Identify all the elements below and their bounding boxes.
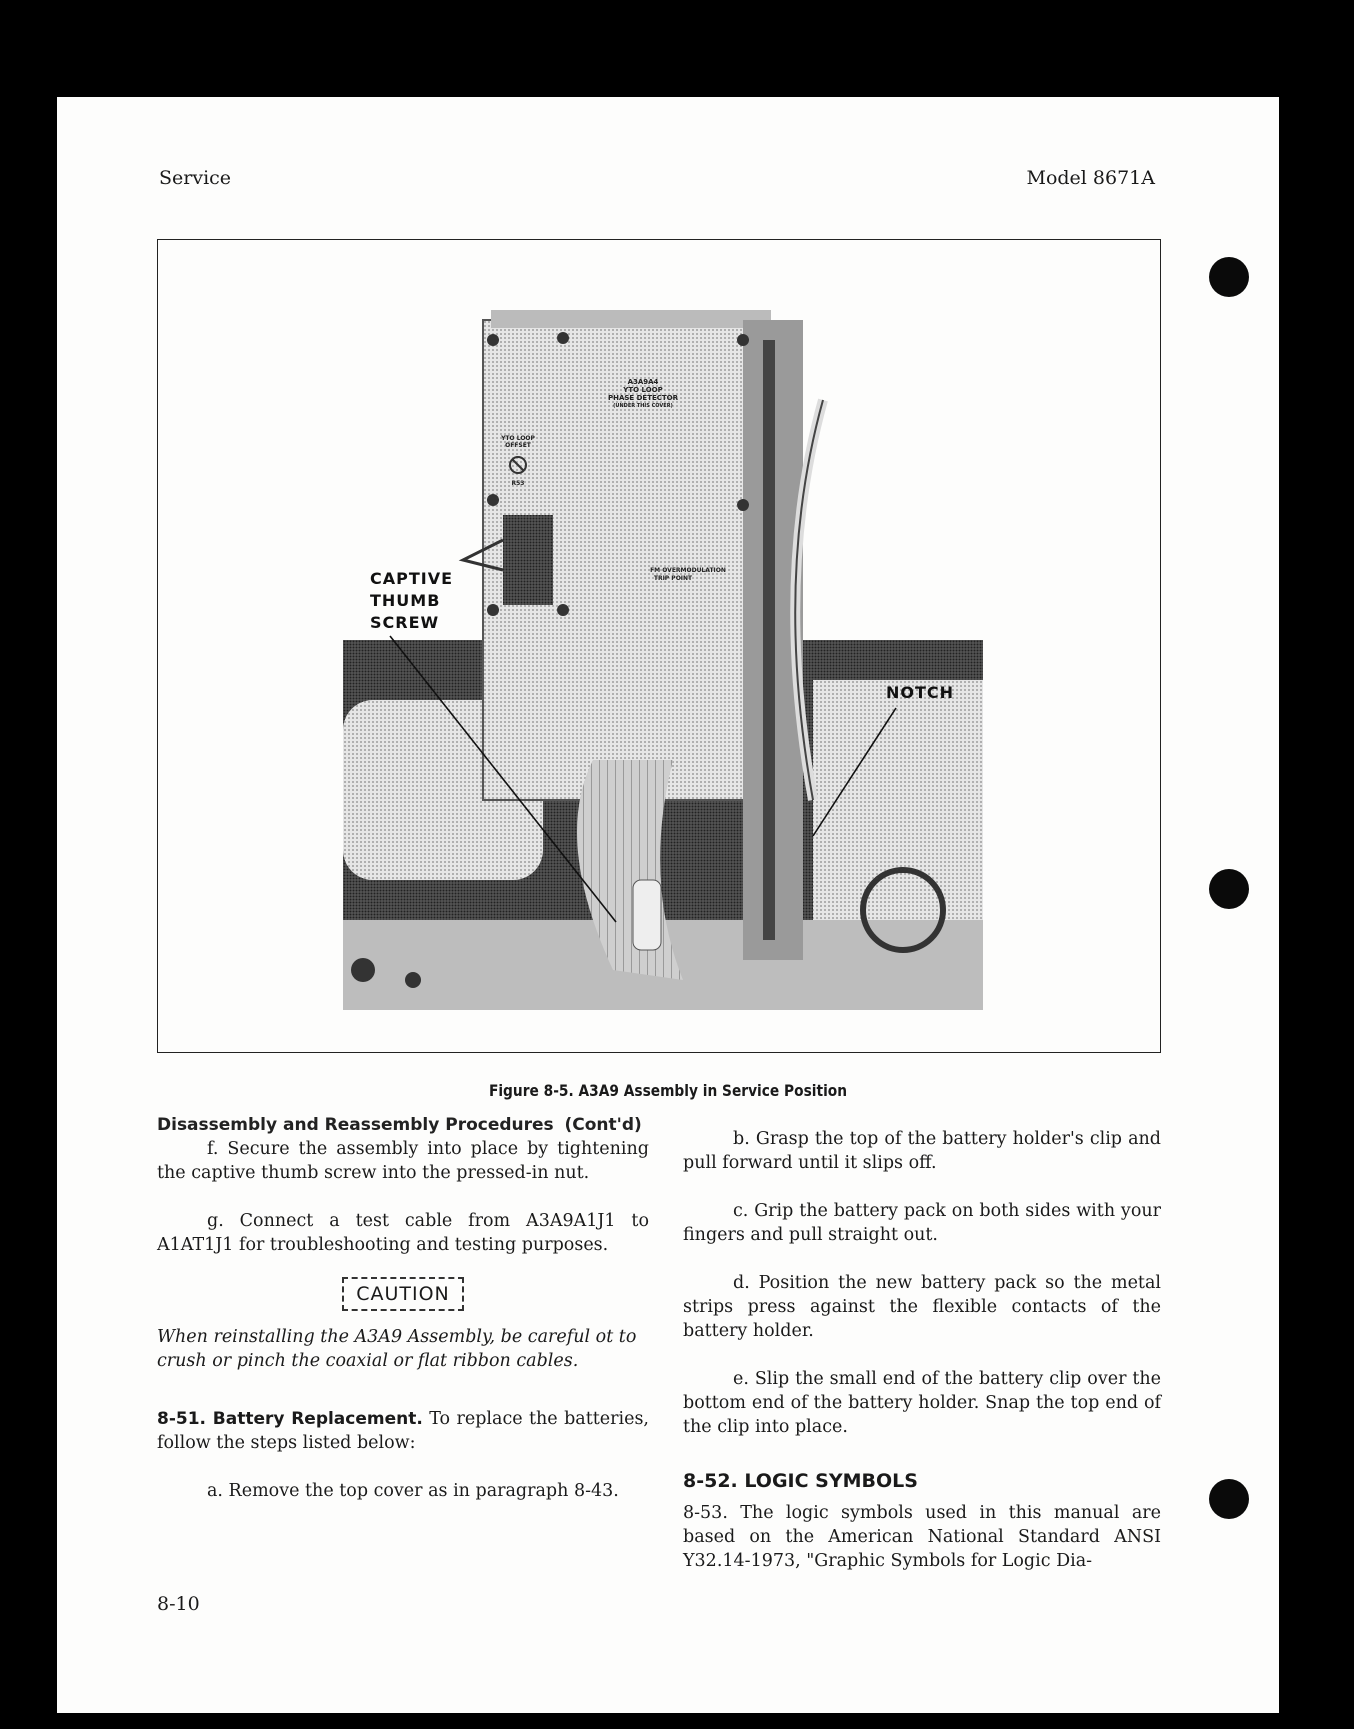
callout-captive-line3: SCREW	[370, 613, 440, 632]
header-model-label: Model 8671A	[1026, 167, 1155, 189]
panel-label-title2: YTO LOOP	[623, 386, 663, 394]
left-column	[157, 1113, 649, 1503]
right-column	[683, 1127, 1161, 1573]
caution-text: When reinstalling the A3A9 Assembly, be careful ot to crush or pinch the coaxial or flat ribbon cables.	[157, 1327, 637, 1371]
panel-label-r53: R53	[511, 480, 525, 487]
panel-label-title4: (UNDER THIS COVER)	[613, 403, 673, 409]
paragraph-8-51	[157, 1407, 649, 1455]
binder-hole-bottom	[1209, 1479, 1249, 1519]
callout-notch: NOTCH	[886, 683, 955, 702]
assembly-photo	[343, 280, 983, 1010]
paragraph-8-51-text: To replace the batteries, follow the steps listed below:	[157, 1409, 649, 1453]
panel-label-title3: PHASE DETECTOR	[607, 394, 679, 402]
figure-caption: Figure 8-5. A3A9 Assembly in Service Position	[488, 1081, 848, 1100]
step-c: c. Grip the battery pack on both sides with your fingers and pull straight out.	[683, 1201, 1161, 1245]
figure-frame	[157, 239, 1161, 1053]
section-heading-suffix: (Cont'd)	[564, 1115, 642, 1135]
page-number: 8-10	[157, 1593, 200, 1615]
panel-label-offset2: OFFSET	[505, 442, 531, 449]
callout-captive-thumb-screw	[370, 568, 453, 634]
section-heading	[157, 1113, 649, 1137]
binder-hole-top	[1209, 257, 1249, 297]
step-d: d. Position the new battery pack so the metal strips press against the flexible contacts of the battery holder.	[683, 1273, 1161, 1341]
step-g: g. Connect a test cable from A3A9A1J1 to A1AT1J1 for troubleshooting and testing purposes.	[157, 1211, 649, 1255]
step-a: a. Remove the top cover as in paragraph 8-43.	[207, 1481, 619, 1501]
paragraph-8-51-lead: 8-51. Battery Replacement.	[157, 1409, 423, 1429]
caution-box: CAUTION	[342, 1277, 464, 1311]
binder-hole-middle	[1209, 869, 1249, 909]
panel-label-fm2: TRIP POINT	[653, 575, 693, 582]
caution-box-wrap	[157, 1277, 649, 1311]
step-b: b. Grasp the top of the battery holder's clip and pull forward until it slips off.	[683, 1129, 1161, 1173]
panel-label-offset1: YTO LOOP	[501, 435, 535, 442]
header-section-label: Service	[159, 167, 232, 189]
manual-page	[57, 97, 1279, 1713]
step-e: e. Slip the small end of the battery clip over the bottom end of the battery holder. Snap the top end of the clip into place.	[683, 1369, 1161, 1437]
callout-captive-line1: CAPTIVE	[370, 569, 454, 588]
step-f: f. Secure the assembly into place by tightening the captive thumb screw into the pressed-in nut.	[157, 1139, 649, 1183]
paragraph-8-53: 8-53. The logic symbols used in this manual are based on the American National Standard ANSI Y32.14-1973, "Graphic Symbols for Logic Dia-	[683, 1503, 1161, 1571]
callout-captive-line2: THUMB	[370, 591, 441, 610]
panel-label-fm1: FM OVERMODULATION	[650, 567, 726, 574]
heading-8-52: 8-52. LOGIC SYMBOLS	[683, 1470, 918, 1492]
panel-label-title1: A3A9A4	[627, 378, 659, 386]
section-heading-text: Disassembly and Reassembly Procedures	[157, 1115, 554, 1135]
